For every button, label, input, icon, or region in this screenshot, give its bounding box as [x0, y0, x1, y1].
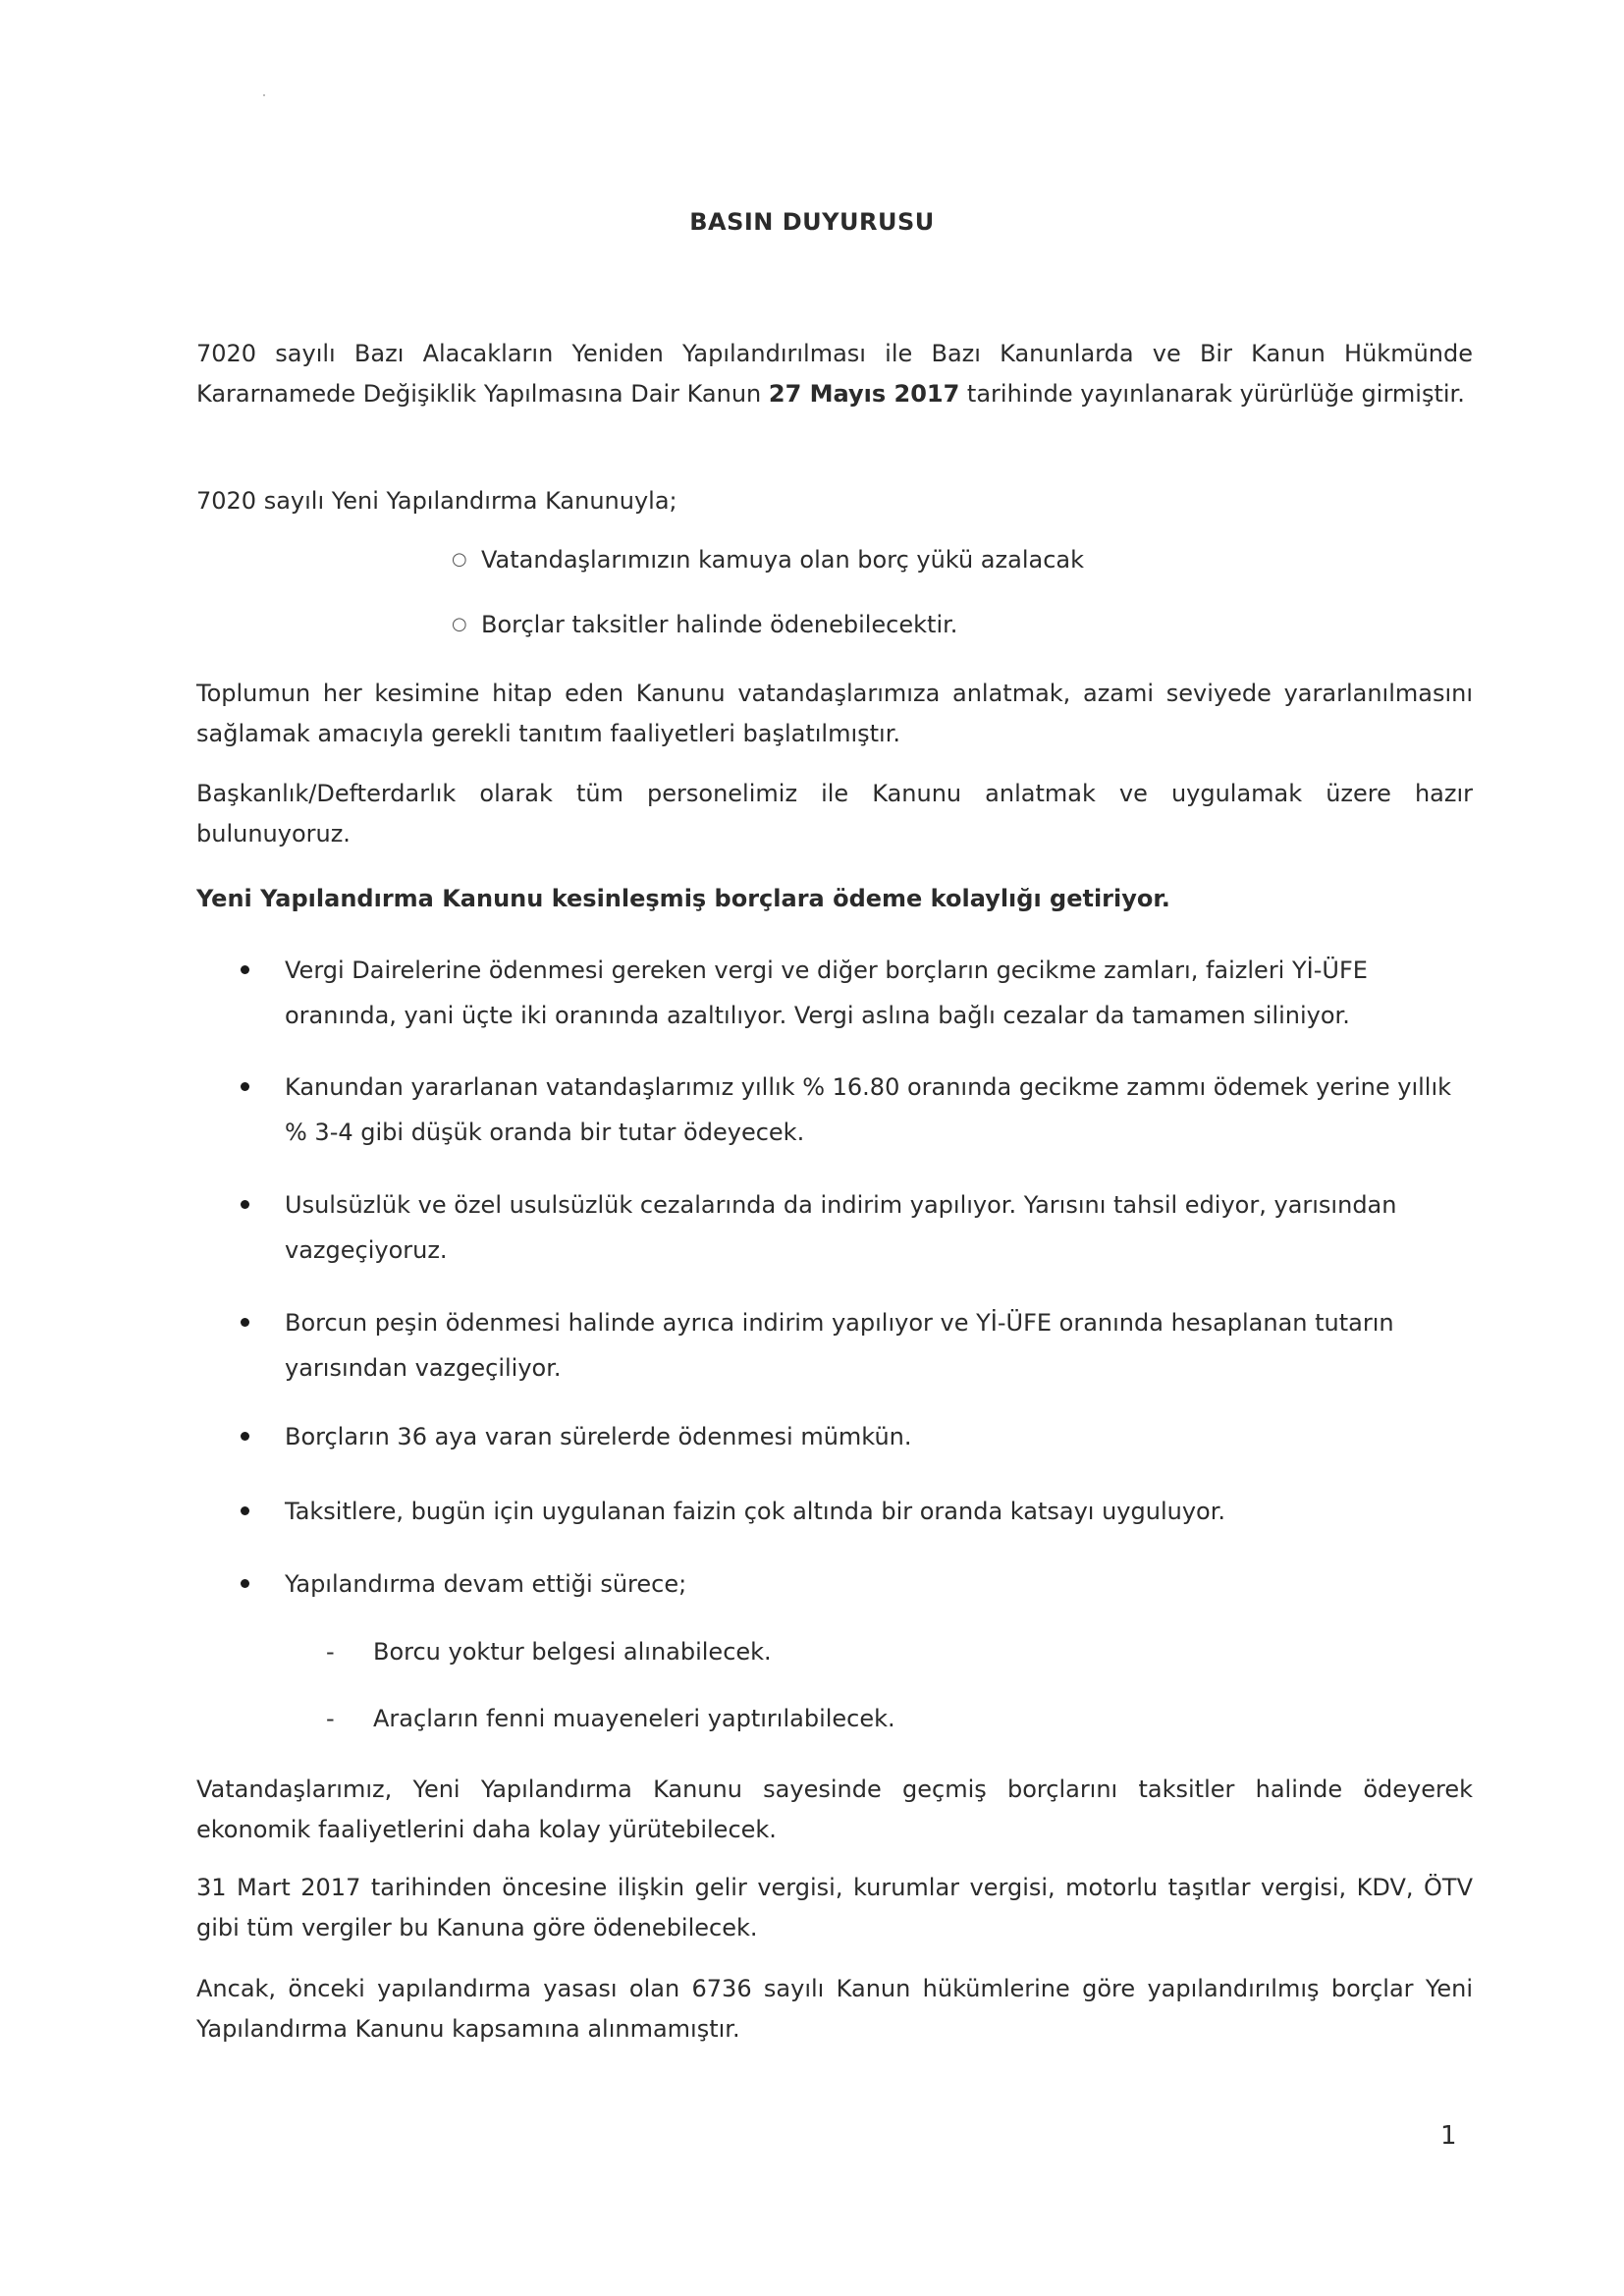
law-lead: 7020 sayılı Yeni Yapılandırma Kanunuyla;: [196, 487, 677, 515]
condition-item: [326, 1705, 895, 1732]
benefit-text: Vergi Dairelerine ödenmesi gereken vergi ve diğer borçların gecikme zamları, faizleri Yİ-ÜFE oranında, yani üçte iki oranında azaltılıyor. Vergi aslına bağlı cezalar da tamamen siliniyor.: [285, 957, 1368, 1029]
bullet-dot-icon: [241, 1432, 249, 1441]
dash-bullet-icon: -: [326, 1638, 335, 1666]
intro-date: 27 Mayıs 2017: [768, 380, 960, 408]
dash-bullet-icon: -: [326, 1705, 335, 1732]
benefit-bullet: [285, 1489, 1473, 1534]
benefit-bullet: [285, 1561, 1473, 1607]
bullet-dot-icon: [241, 1579, 249, 1588]
benefit-bullet: [285, 1065, 1473, 1155]
benefit-bullet: [285, 948, 1473, 1038]
benefit-bullet: [285, 1182, 1473, 1273]
ready-paragraph: Başkanlık/Defterdarlık olarak tüm personelimiz ile Kanunu anlatmak ve uygulamak üzere hazır bulunuyoruz.: [196, 780, 1473, 847]
condition-text: Borcu yoktur belgesi alınabilecek.: [373, 1638, 772, 1666]
condition-text: Araçların fenni muayeneleri yaptırılabilecek.: [373, 1705, 895, 1732]
law-item-text: Borçlar taksitler halinde ödenebilecektir.: [481, 611, 958, 638]
bullet-dot-icon: [241, 1082, 249, 1091]
law-item: [452, 611, 958, 638]
law-item: [452, 546, 1084, 574]
document-title: BASIN DUYURUSU: [689, 208, 935, 236]
benefit-text: Usulsüzlük ve özel usulsüzlük cezalarında da indirim yapılıyor. Yarısını tahsil ediyor, yarısından vazgeçiyoruz.: [285, 1191, 1397, 1264]
promotion-paragraph: Toplumun her kesimine hitap eden Kanunu vatandaşlarımıza anlatmak, azami seviyede yararlanılmasını sağlamak amacıyla gerekli tanıtım faaliyetleri başlatılmıştır.: [196, 680, 1473, 747]
economy-paragraph: Vatandaşlarımız, Yeni Yapılandırma Kanunu sayesinde geçmiş borçlarını taksitler halinde ödeyerek ekonomik faaliyetlerini daha kolay yürütebilecek.: [196, 1776, 1473, 1843]
bullet-dot-icon: [241, 1200, 249, 1209]
intro-paragraph: [196, 334, 1473, 414]
benefit-text: Borçların 36 aya varan sürelerde ödenmesi mümkün.: [285, 1423, 912, 1450]
bullet-dot-icon: [241, 965, 249, 974]
benefit-bullet: [285, 1300, 1473, 1391]
intro-text-1: 7020 sayılı Bazı Alacakların Yeniden Yapılandırılması ile Bazı Kanunlarda ve Bir Kanun Hükmünde Kararnamede Değişiklik Yapılmasına Dair Kanun: [196, 340, 1473, 408]
circle-bullet-icon: ○: [452, 549, 467, 570]
exclusion-paragraph: Ancak, önceki yapılandırma yasası olan 6736 sayılı Kanun hükümlerine göre yapılandırılmış borçlar Yeni Yapılandırma Kanunu kapsamına alınmamıştır.: [196, 1975, 1473, 2043]
bullet-dot-icon: [241, 1318, 249, 1327]
benefit-text: Borcun peşin ödenmesi halinde ayrıca indirim yapılıyor ve Yİ-ÜFE oranında hesaplanan tutarın yarısından vazgeçiliyor.: [285, 1309, 1394, 1382]
circle-bullet-icon: ○: [452, 614, 467, 634]
benefit-text: Kanundan yararlanan vatandaşlarımız yıllık % 16.80 oranında gecikme zammı ödemek yerine yıllık % 3-4 gibi düşük oranda bir tutar ödeyecek.: [285, 1073, 1452, 1146]
law-item-text: Vatandaşlarımızın kamuya olan borç yükü azalacak: [481, 546, 1084, 574]
benefit-text: Taksitlere, bugün için uygulanan faizin çok altında bir oranda katsayı uyguluyor.: [285, 1498, 1225, 1525]
intro-text-2: tarihinde yayınlanarak yürürlüğe girmiştir.: [959, 380, 1465, 408]
condition-item: [326, 1638, 772, 1666]
taxes-paragraph: 31 Mart 2017 tarihinden öncesine ilişkin gelir vergisi, kurumlar vergisi, motorlu taşıtlar vergisi, KDV, ÖTV gibi tüm vergiler bu Kanuna göre ödenebilecek.: [196, 1874, 1473, 1941]
benefit-bullet: [285, 1414, 1473, 1459]
bullet-dot-icon: [241, 1506, 249, 1515]
section-heading: Yeni Yapılandırma Kanunu kesinleşmiş borçlara ödeme kolaylığı getiriyor.: [196, 885, 1170, 912]
benefit-text: Yapılandırma devam ettiği sürece;: [285, 1570, 687, 1598]
page-number: 1: [1440, 2121, 1457, 2151]
scan-speck: [263, 94, 265, 96]
